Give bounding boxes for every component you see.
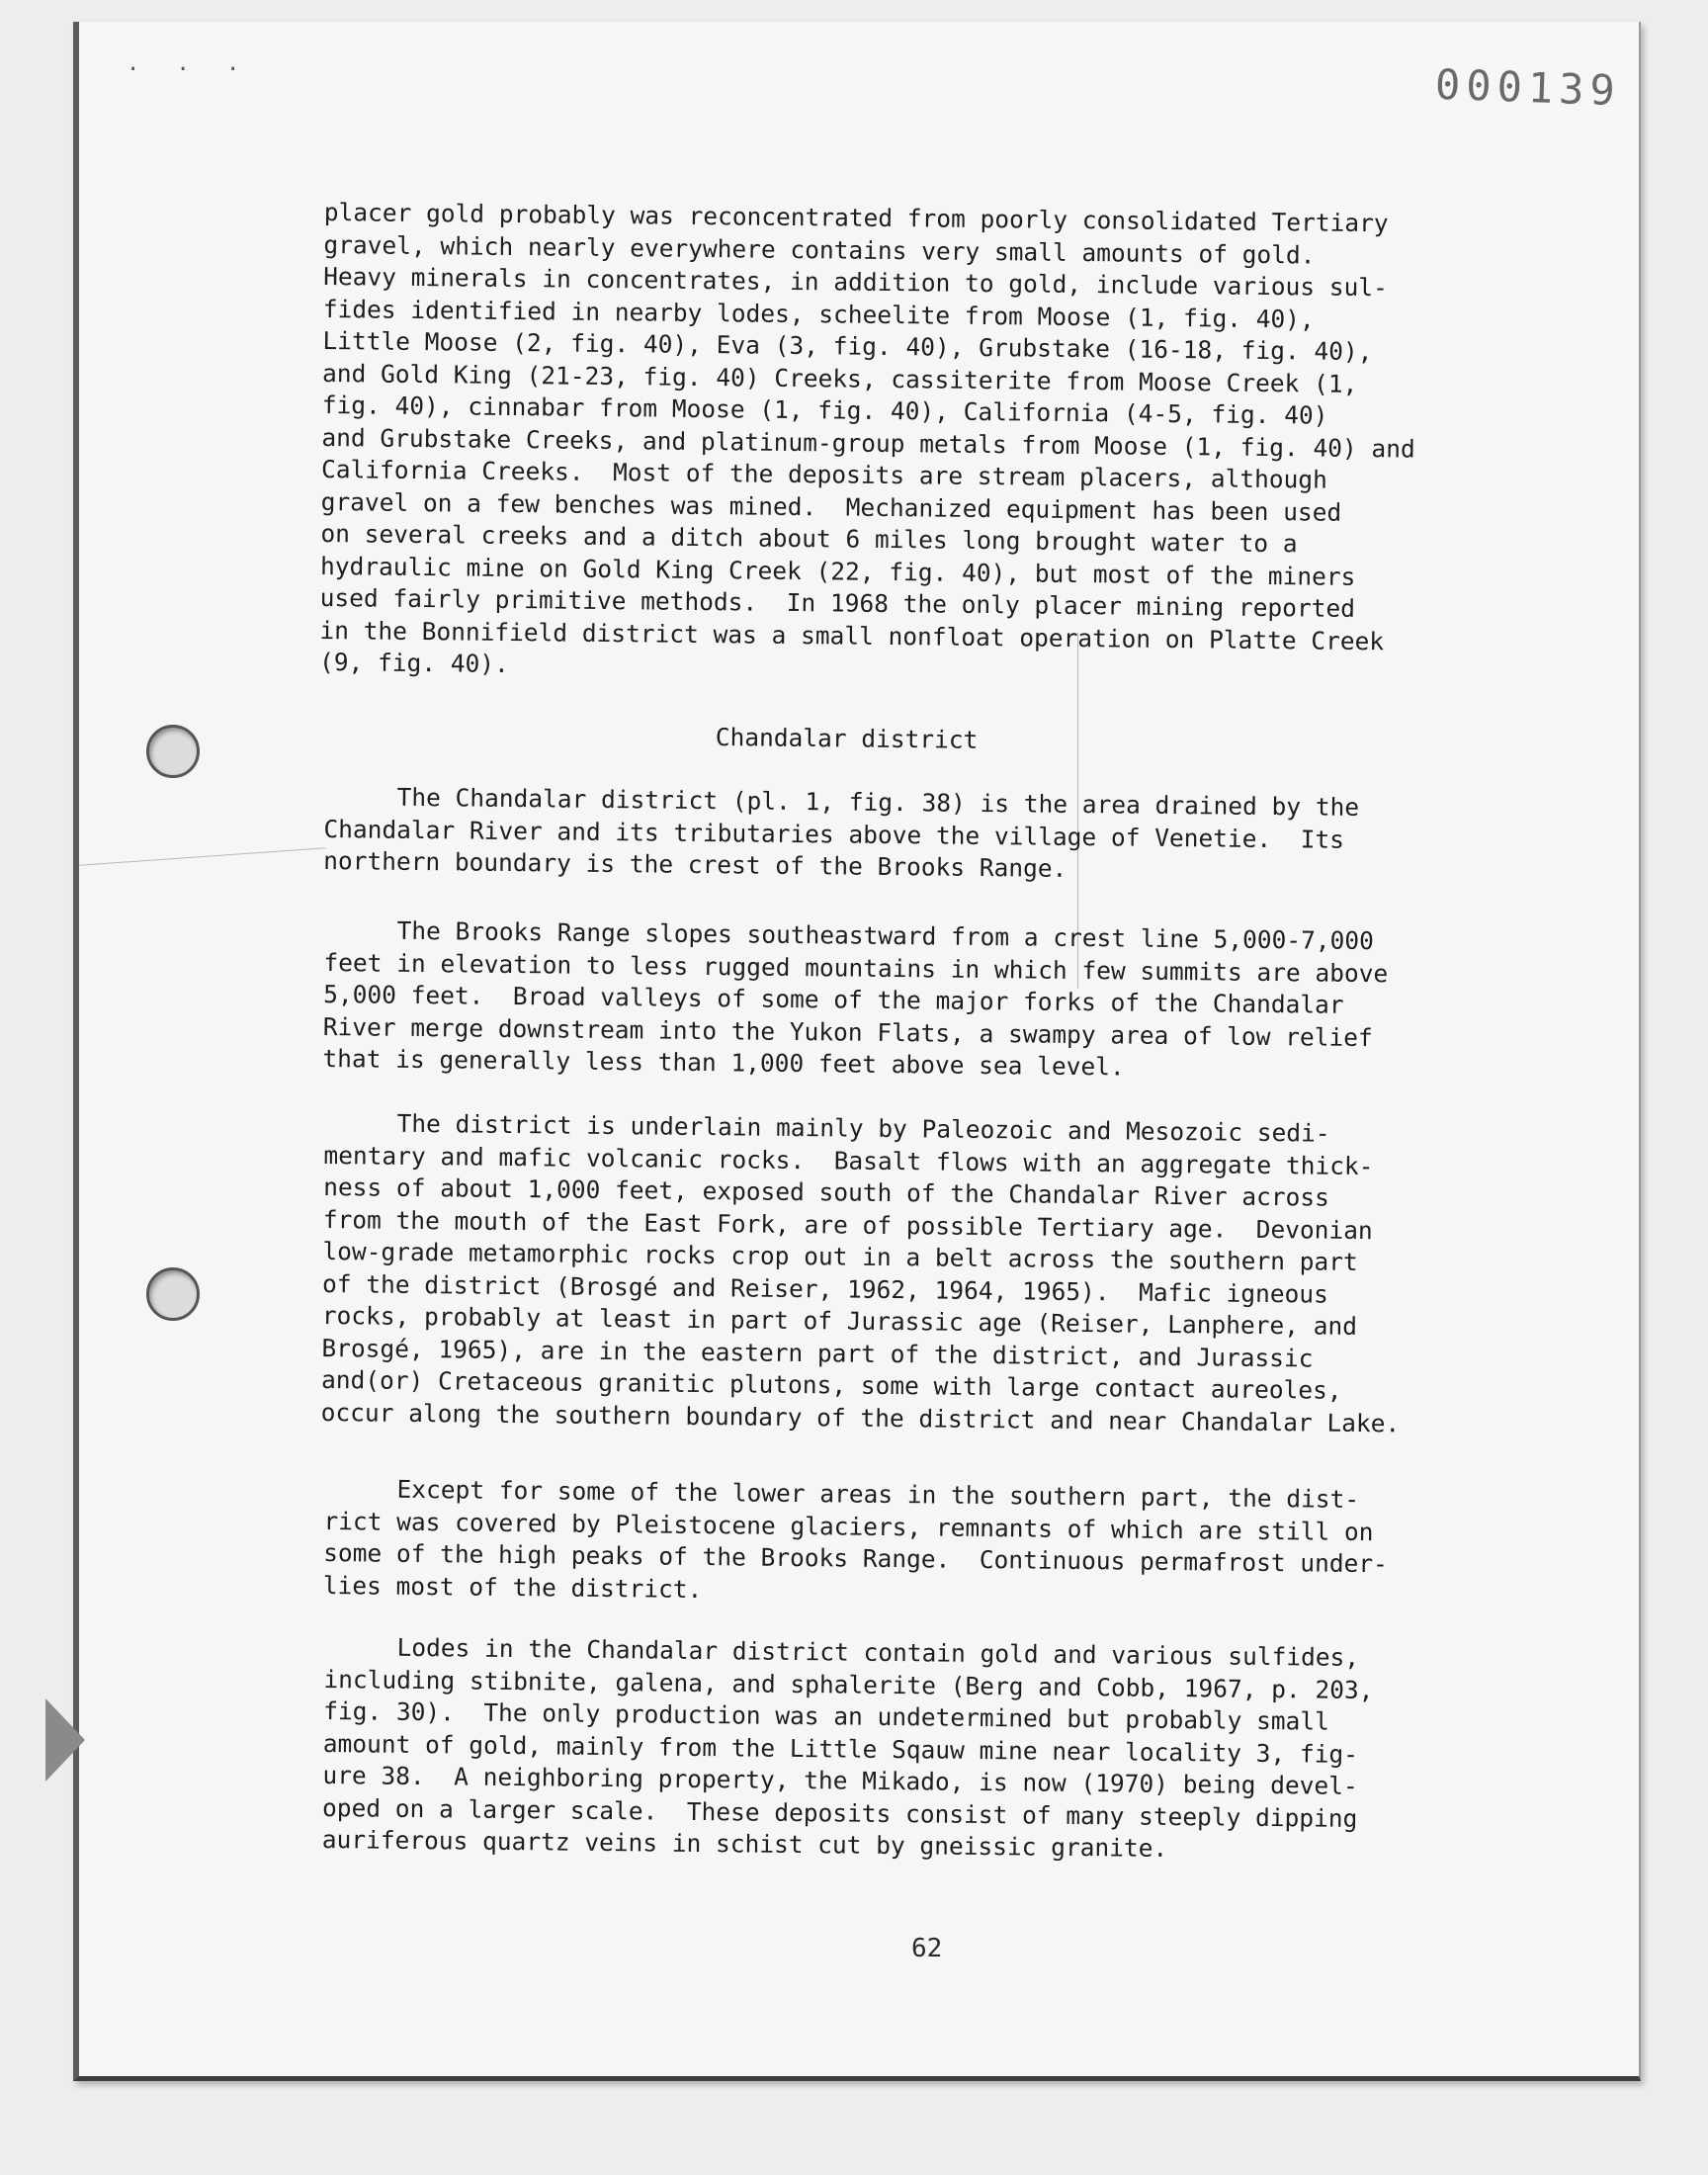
punch-hole-icon <box>146 1267 200 1321</box>
paragraph: Lodes in the Chandalar district contain gold and various sulfides, including stibnite, galena, and sphalerite (Berg and Cobb, 1967, p. 203, fig. 30). The only production was an undetermined but probably small amount of gold, mainly from the Little Sqauw mine near locality 3, fig- ure 38. A neighboring property, the Mikado, is now (1970) being devel- oped on a larger scale. These deposits consist of many steeply dipping auriferous quartz veins in schist cut by gneissic granite. <box>321 1632 1374 1863</box>
paragraph: The Chandalar district (pl. 1, fig. 38) is the area drained by the Chandalar River and its tributaries above the village of Venetie. Its northern boundary is the crest of the Brooks Range. <box>323 781 1360 883</box>
paragraph: placer gold probably was reconcentrated from poorly consolidated Tertiary gravel, which nearly everywhere contains very small amounts of gold. Heavy minerals in concentrates, in addition to gold, include various sul- fides identified in nearby lodes, scheelite from Moose (1, fig. 40), Little Moose (2, fig. 40), Eva (3, fig. 40), Grubstake (16-18, fig. 40), and Gold King (21-23, fig. 40) Creeks, cassiterite from Moose Creek (1, fig. 40), cinnabar from Moose (1, fig. 40), California (4-5, fig. 40) and Grubstake Creeks, and platinum-group metals from Moose (1, fig. 40) and California Creeks. Most of the deposits are stream placers, although gravel on a few benches was mined. Mechanized equipment has been used on several creeks and a ditch about 6 miles long brought water to a hydraulic mine on Gold King Creek (22, fig. 40), but most of the miners used fairly primitive methods. In 1968 the only placer mining reported in the Bonnifield district was a small nonfloat operation on Platte Creek (9, fig. 40). <box>318 197 1415 678</box>
page-number: 62 <box>911 1934 943 1963</box>
paragraph: The Brooks Range slopes southeastward from a crest line 5,000-7,000 feet in elevation to less rugged mountains in which few summits are above 5,000 feet. Broad valleys of some of the major forks of the Chandalar River merge downstream into the Yukon Flats, a swampy area of low relief that is generally less than 1,000 feet above sea level. <box>322 914 1389 1082</box>
paragraph: The district is underlain mainly by Paleozoic and Mesozoic sedi- mentary and mafic volcanic rocks. Basalt flows with an aggregate thick- ness of about 1,000 feet, exposed south of the Chandalar River across from the mouth of the East Fork, are of possible Tertiary age. Devonian low-grade metamorphic rocks crop out in a belt across the southern part of the district (Brosgé and Reiser, 1962, 1964, 1965). Mafic igneous rocks, probably at least in part of Jurassic age (Reiser, Lanphere, and Brosgé, 1965), are in the eastern part of the district, and Jurassic and(or) Cretaceous granitic plutons, some with large contact aureoles, occur along the southern boundary of the district and near Chandalar Lake. <box>320 1108 1401 1437</box>
binder-tab-icon <box>45 1698 85 1782</box>
punch-hole-icon <box>146 725 200 778</box>
paragraph: Except for some of the lower areas in the southern part, the dist- rict was covered by Pleistocene glaciers, remnants of which are still on some of the high peaks of the Brooks Range. Continuous permafrost under- lies most of the district. <box>322 1474 1389 1604</box>
page-id-stamp: 000139 <box>1434 59 1622 116</box>
section-heading: Chandalar district <box>715 722 979 754</box>
scan-specks: . . . <box>127 51 252 76</box>
